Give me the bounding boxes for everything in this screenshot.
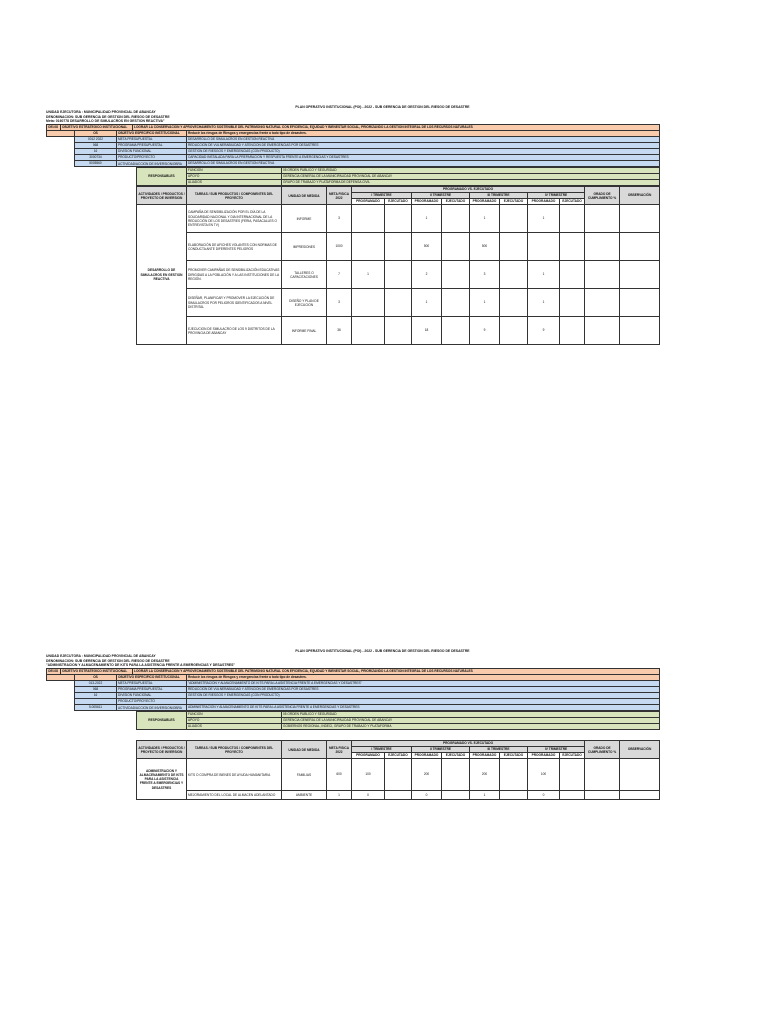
col-unidad: UNIDAD DE MEDIDA xyxy=(282,741,327,759)
col-trimestre-3: III TRIMESTRE xyxy=(470,747,528,753)
resp-value: GRUPO DE TRABAJO Y PLATAFORMA DE DEFENSA CIVIL xyxy=(282,180,660,186)
row-text: GESTION DE RIESGOS Y EMERGENCIAS (CON PRODUCTO) xyxy=(187,693,660,699)
programado-value: 1 xyxy=(470,791,500,800)
col-ejecutado: EJECUTADO xyxy=(442,199,470,205)
col-tareas: TAREAS / SUB PRODUCTOS / COMPONENTES DEL PROYECTO xyxy=(187,187,282,205)
observacion-value xyxy=(620,791,660,800)
programado-value: 9 xyxy=(470,317,500,345)
meta-line: Meta: 0160778 DESARROLLO DE SIMULACROS EN GESTION REACTIVA" xyxy=(46,119,165,124)
programado-value: 1 xyxy=(470,205,500,233)
col-trimestre-1: I TRIMESTRE xyxy=(352,193,412,199)
ejecutado-value xyxy=(385,233,412,261)
responsables-label: RESPONSABLES xyxy=(137,168,187,186)
col-ejecutado: EJECUTADO xyxy=(560,199,585,205)
programado-value: 0 xyxy=(528,791,560,800)
observacion-value xyxy=(620,205,660,233)
task-name: CAMPAÑA DE SENSIBILIZACIÓN POR EL DÍA DE LA SOLIDARIDAD NACIONAL Y DIA INTERNACIONAL DE LA REDUCCIÓN DE LOS DESASTRES (FERIA, PASACALLES O ENTREVISTA EN TV) xyxy=(187,205,282,233)
observacion-value xyxy=(620,289,660,317)
tasks-table-1 xyxy=(136,186,660,345)
row-label: DIVISION FUNCIONAL xyxy=(117,149,187,155)
ejecutado-value xyxy=(500,261,528,289)
row-code: OS xyxy=(75,675,117,681)
row-text: CAPACIDAD INSTALADA PARA LA PREPARACION Y RESPUESTA FRENTE A EMERGENCIAS Y DESASTRES xyxy=(187,155,660,161)
col-grado: GRADO DE CUMPLIMIENTO % xyxy=(585,187,620,205)
task-meta: 1000 xyxy=(327,233,352,261)
ejecutado-value xyxy=(442,759,470,791)
col-actividades: ACTIVIDADES / PRODUCTOS / PROYECTO DE INVERSION xyxy=(137,741,187,759)
ejecutado-value xyxy=(385,261,412,289)
oei-label: OBJETIVO ESTRATEGICO INSTITUCIONAL xyxy=(61,124,133,130)
grado-value xyxy=(585,205,620,233)
ejecutado-value xyxy=(500,759,528,791)
col-ejecutado: EJECUTADO xyxy=(500,753,528,759)
ejecutado-value xyxy=(560,233,585,261)
col-meta-fisica: META FISICA 2022 xyxy=(327,187,352,205)
tasks-table-2 xyxy=(136,740,660,800)
col-unidad: UNIDAD DE MEDIDA xyxy=(282,187,327,205)
col-observacion: OBSERVACIÓN xyxy=(620,741,660,759)
ejecutado-value xyxy=(560,759,585,791)
row-code: 5.005611 xyxy=(75,705,117,711)
task-row xyxy=(137,205,660,233)
col-trimestre-4: IV TRIMESTRE xyxy=(528,747,585,753)
programado-value: 1 xyxy=(412,289,442,317)
observacion-value xyxy=(620,759,660,791)
activity-cell: DESARROLLO DE SIMULACROS EN GESTION REACTIVA xyxy=(137,205,187,345)
unidad-ejecutora: UNIDAD EJECUTORA : MUNICIPALIDAD PROVINCIAL DE ABANCAY xyxy=(46,654,156,658)
sheet-title: PLAN OPERATIVO INSTITUCIONAL (POI) - 2022 - SUB GERENCIA DE GESTION DEL RIESGO DE DESASTRE xyxy=(295,649,470,653)
row-code: 0012 2022 xyxy=(75,137,117,143)
task-unit: IMPRESIONES xyxy=(282,233,327,261)
task-row xyxy=(137,759,660,791)
programado-value: 1 xyxy=(412,205,442,233)
col-trimestre-3: III TRIMESTRE xyxy=(470,193,528,199)
ejecutado-value xyxy=(385,317,412,345)
ejecutado-value xyxy=(385,205,412,233)
activity-cell: ADMINISTRACION Y ALMACENAMIENTO DE KITS PARA LA ASISTENCIA FRENTE A EMERGENCIAS Y DESASTRES xyxy=(137,759,187,800)
responsables-table xyxy=(136,711,660,730)
task-unit: INFORME FINAL xyxy=(282,317,327,345)
row-text: Reducir los riesgos de Riesgos y emergencias frente a todo tipo de desastres. xyxy=(187,131,660,137)
ejecutado-value xyxy=(385,289,412,317)
resp-key: FUNCION xyxy=(187,168,282,174)
task-rows-2 xyxy=(137,759,660,800)
col-programado: PROGRAMADO xyxy=(352,199,385,205)
ejecutado-value xyxy=(442,233,470,261)
row-text: ADMINISTRACION Y ALMACENAMIENTO DE KITS PARA LA ASISTENCIA FRENTE A EMERGENCIAS Y DESASTRES xyxy=(187,705,660,711)
programado-value: 200 xyxy=(470,759,500,791)
row-code: 16 xyxy=(75,693,117,699)
task-rows-1 xyxy=(137,205,660,345)
oei-code: OEI.08 xyxy=(47,668,61,674)
col-programado: PROGRAMADO xyxy=(470,753,500,759)
task-unit: FAMILIAS xyxy=(282,759,327,791)
programado-value: 0 xyxy=(412,791,442,800)
resp-value: GERENCIA GENERAL DE LA MUNICIPALIDAD PROVINCIAL DE ABANCAY xyxy=(282,718,660,724)
ejecutado-value xyxy=(500,791,528,800)
programado-value: 1 xyxy=(470,289,500,317)
ejecutado-value xyxy=(500,289,528,317)
col-grado: GRADO DE CUMPLIMIENTO % xyxy=(585,741,620,759)
col-programado: PROGRAMADO xyxy=(412,753,442,759)
programado-value: 100 xyxy=(352,759,385,791)
col-programado: PROGRAMADO xyxy=(470,199,500,205)
grado-value xyxy=(585,233,620,261)
grado-value xyxy=(585,289,620,317)
col-ejecutado: EJECUTADO xyxy=(500,199,528,205)
task-name: KITS O COMPRA DE BIENES DE AYUDA HUMANITARIA xyxy=(187,759,282,791)
resp-key: ALIADOS xyxy=(187,180,282,186)
task-row xyxy=(137,317,660,345)
col-trimestre-4: IV TRIMESTRE xyxy=(528,193,585,199)
resp-value: GOBIERNOS REGIONAL, INDECI, GRUPO DE TRABAJO Y PLATAFORMA xyxy=(282,724,660,730)
col-programado-vs-ejecutado: PROGRAMADO VS. EJECUTADO xyxy=(352,187,585,193)
row-label: PRODUCTO/PROYECTO xyxy=(117,699,187,705)
row-text: GESTION DE RIESGOS Y EMERGENCIAS (CON PRODUCTO) xyxy=(187,149,660,155)
programado-value: 2 xyxy=(412,261,442,289)
task-meta: 3 xyxy=(327,289,352,317)
task-row xyxy=(137,233,660,261)
observacion-value xyxy=(620,233,660,261)
row-label: META PRESUPUESTAL xyxy=(117,137,187,143)
grado-value xyxy=(585,759,620,791)
task-name: DISEÑAR, PLANIFICAR Y PROMOVER LA EJECUCIÓN DE SIMULACROS POR PELIGROS IDENTIFICADOS A NIVEL DISTRITAL xyxy=(187,289,282,317)
resp-key: APOYO xyxy=(187,718,282,724)
resp-value: 05 ORDEN PUBLICO Y SEGURIDAD xyxy=(282,168,660,174)
row-code: 16 xyxy=(75,149,117,155)
sheet-title: PLAN OPERATIVO INSTITUCIONAL (POI) - 2022 - SUB GERENCIA DE GESTION DEL RIESGO DE DESASTRE xyxy=(295,105,470,109)
ejecutado-value xyxy=(385,791,412,800)
col-observacion: OBSERVACIÓN xyxy=(620,187,660,205)
row-text: DESARROLLO DE SIMULACROS EN GESTION REACTIVA xyxy=(187,137,660,143)
col-ejecutado: EJECUTADO xyxy=(385,199,412,205)
task-meta: 7 xyxy=(327,261,352,289)
row-label: PROGRAMA PRESUPUESTAL xyxy=(117,687,187,693)
ejecutado-value xyxy=(500,317,528,345)
col-programado: PROGRAMADO xyxy=(528,753,560,759)
row-code: 3000734 xyxy=(75,155,117,161)
observacion-value xyxy=(620,261,660,289)
oei-text: LOGRAR LA CONSERVACION Y APROVECHAMIENTO SOSTENIBLE DEL PATRIMONIO NATURAL CON EFICIENCIA, EQUIDAD Y BIENESTAR SOCIAL, PRIORIZANDO LA GESTION INTEGRAL DE LOS RECURSOS NATURALES xyxy=(133,668,660,674)
programado-value: 3 xyxy=(470,261,500,289)
ejecutado-value xyxy=(560,289,585,317)
programado-value: 1 xyxy=(352,261,385,289)
programado-value: 500 xyxy=(412,233,442,261)
ejecutado-value xyxy=(560,205,585,233)
programado-value xyxy=(352,317,385,345)
col-programado-vs-ejecutado: PROGRAMADO VS. EJECUTADO xyxy=(352,741,585,747)
resp-key: FUNCION xyxy=(187,712,282,718)
row-text: REDUCCION DE VULNERABILIDAD Y ATENCION DE EMERGENCIAS POR DESASTRES xyxy=(187,143,660,149)
task-row xyxy=(137,261,660,289)
programado-value xyxy=(528,233,560,261)
poi-sheet-2 xyxy=(46,648,659,800)
ejecutado-value xyxy=(442,289,470,317)
row-code: 5005560 xyxy=(75,161,117,167)
row-label: PROGRAMA PRESUPUESTAL xyxy=(117,143,187,149)
task-meta: 1 xyxy=(327,791,352,800)
resp-key: ALIADOS xyxy=(187,724,282,730)
row-text: REDUCCION DE VULNERABILIDAD Y ATENCION DE EMERGENCIAS POR DESASTRES xyxy=(187,687,660,693)
unidad-ejecutora: UNIDAD EJECUTORA : MUNICIPALIDAD PROVINCIAL DE ABANCAY xyxy=(46,110,156,114)
col-ejecutado: EJECUTADO xyxy=(442,753,470,759)
meta-line: "ADMINISTRACION Y ALMACENAMIENTO DE KITS PARA LA ASISTENCIA FRENTE A EMERGENCIAS Y DESASTRES" xyxy=(46,663,236,668)
programado-value: 0 xyxy=(352,791,385,800)
programado-value xyxy=(352,205,385,233)
col-actividades: ACTIVIDADES / PRODUCTOS / PROYECTO DE INVERSION xyxy=(137,187,187,205)
row-code: OS xyxy=(75,131,117,137)
responsables-label: RESPONSABLES xyxy=(137,712,187,730)
ejecutado-value xyxy=(442,205,470,233)
col-trimestre-2: II TRIMESTRE xyxy=(412,193,470,199)
col-programado: PROGRAMADO xyxy=(528,199,560,205)
meta-table xyxy=(46,130,660,167)
task-unit: TALLERES O CAPACITACIONES xyxy=(282,261,327,289)
oei-code: OEI.08 xyxy=(47,124,61,130)
row-code: 068 xyxy=(75,143,117,149)
programado-value: 200 xyxy=(412,759,442,791)
ejecutado-value xyxy=(500,233,528,261)
col-programado: PROGRAMADO xyxy=(352,753,385,759)
task-meta: 36 xyxy=(327,317,352,345)
programado-value: 100 xyxy=(528,759,560,791)
ejecutado-value xyxy=(560,317,585,345)
task-name: EJECUCION DE SIMULACRO DE LOS 9 DISTRITOS DE LA PROVINCIA DE ABANCAY xyxy=(187,317,282,345)
oei-label: OBJETIVO ESTRATEGICO INSTITUCIONAL xyxy=(61,668,133,674)
task-unit: INFORME xyxy=(282,205,327,233)
observacion-value xyxy=(620,317,660,345)
programado-value: 9 xyxy=(528,317,560,345)
row-text: Reducir los riesgos de Riesgos y emergencias frente a todo tipo de desastres. xyxy=(187,675,660,681)
oei-text: LOGRAR LA CONSERVACION Y APROVECHAMIENTO SOSTENIBLE DEL PATRIMONIO NATURAL CON EFICIENCIA, EQUIDAD Y BIENESTAR SOCIAL, PRIORIZANDO LA GESTION INTEGRAL DE LOS RECURSOS NATURALES xyxy=(133,124,660,130)
col-programado: PROGRAMADO xyxy=(412,199,442,205)
col-meta-fisica: META FISICA 2022 xyxy=(327,741,352,759)
row-code: 068 xyxy=(75,687,117,693)
programado-value: 1 xyxy=(528,261,560,289)
task-meta: 600 xyxy=(327,759,352,791)
ejecutado-value xyxy=(385,759,412,791)
denominacion: DENOMINACION: SUB GERENCIA DE GESTION DEL RIESGO DE DESASTRE xyxy=(46,114,170,119)
ejecutado-value xyxy=(560,791,585,800)
grado-value xyxy=(585,317,620,345)
row-label: META PRESUPUESTAL xyxy=(117,681,187,687)
programado-value xyxy=(352,289,385,317)
task-name: PROMOVER CAMPAÑAS DE SENSIBILIZACIÓN EDUCATIVAS DIRIGIDAS A LA POBLACIÓN Y A LAS INSTITUCIONES DE LA REGIÓN. xyxy=(187,261,282,289)
col-ejecutado: EJECUTADO xyxy=(385,753,412,759)
programado-value xyxy=(352,233,385,261)
task-meta: 3 xyxy=(327,205,352,233)
row-text: DESARROLLO DE SIMULACROS EN GESTION REACTIVA xyxy=(187,161,660,167)
row-text: "ADMINISTRACION Y ALMACENAMIENTO DE KITS PARA LA ASISTENCIA FRENTE A EMERGENCIAS Y DESASTRES" xyxy=(187,681,660,687)
col-tareas: TAREAS / SUB PRODUCTOS / COMPONENTES DEL PROYECTO xyxy=(187,741,282,759)
poi-sheet-1 xyxy=(46,104,659,345)
programado-value: 18 xyxy=(412,317,442,345)
ejecutado-value xyxy=(500,205,528,233)
row-label: OBJETIVO ESPECIFICO INSTITUCIONAL xyxy=(117,675,187,681)
resp-value: 05 ORDEN PUBLICO Y SEGURIDAD xyxy=(282,712,660,718)
ejecutado-value xyxy=(560,261,585,289)
ejecutado-value xyxy=(442,791,470,800)
resp-value: GERENCIA GENERAL DE LA MUNICIPALIDAD PROVINCIAL DE ABANCAY xyxy=(282,174,660,180)
row-label: ACTIVIDAD/ACCION DE INVERSION/OBRA xyxy=(117,161,187,167)
task-name: ELABORACIÓN DE AFICHES VOLANTES CON NORMAS DE CONDUCTA ANTE DIFERENTES PELIGROS xyxy=(187,233,282,261)
row-code: 013-2022 xyxy=(75,681,117,687)
task-name: MEJORAMIENTO DEL LOCAL DE ALMACEN ADELANTADO xyxy=(187,791,282,800)
ejecutado-value xyxy=(442,261,470,289)
programado-value: 1 xyxy=(528,289,560,317)
row-label: DIVISION FUNCIONAL xyxy=(117,693,187,699)
programado-value: 1 xyxy=(528,205,560,233)
responsables-table xyxy=(136,167,660,186)
grado-value xyxy=(585,791,620,800)
ejecutado-value xyxy=(442,317,470,345)
programado-value: 500 xyxy=(470,233,500,261)
task-unit: AMBIENTE xyxy=(282,791,327,800)
row-label: PRODUCTO/PROYECTO xyxy=(117,155,187,161)
row-label: ACTIVIDAD/ACCION DE INVERSION/OBRA xyxy=(117,705,187,711)
task-row xyxy=(137,791,660,800)
meta-table xyxy=(46,674,660,711)
task-row xyxy=(137,289,660,317)
row-label: OBJETIVO ESPECIFICO INSTITUCIONAL xyxy=(117,131,187,137)
col-ejecutado: EJECUTADO xyxy=(560,753,585,759)
grado-value xyxy=(585,261,620,289)
col-trimestre-1: I TRIMESTRE xyxy=(352,747,412,753)
resp-key: APOYO xyxy=(187,174,282,180)
task-unit: DISEÑO Y PLAN DE EJECUCION xyxy=(282,289,327,317)
denominacion: DENOMINACION: SUB GERENCIA DE GESTION DEL RIESGO DE DESASTRE xyxy=(46,658,170,663)
col-trimestre-2: II TRIMESTRE xyxy=(412,747,470,753)
